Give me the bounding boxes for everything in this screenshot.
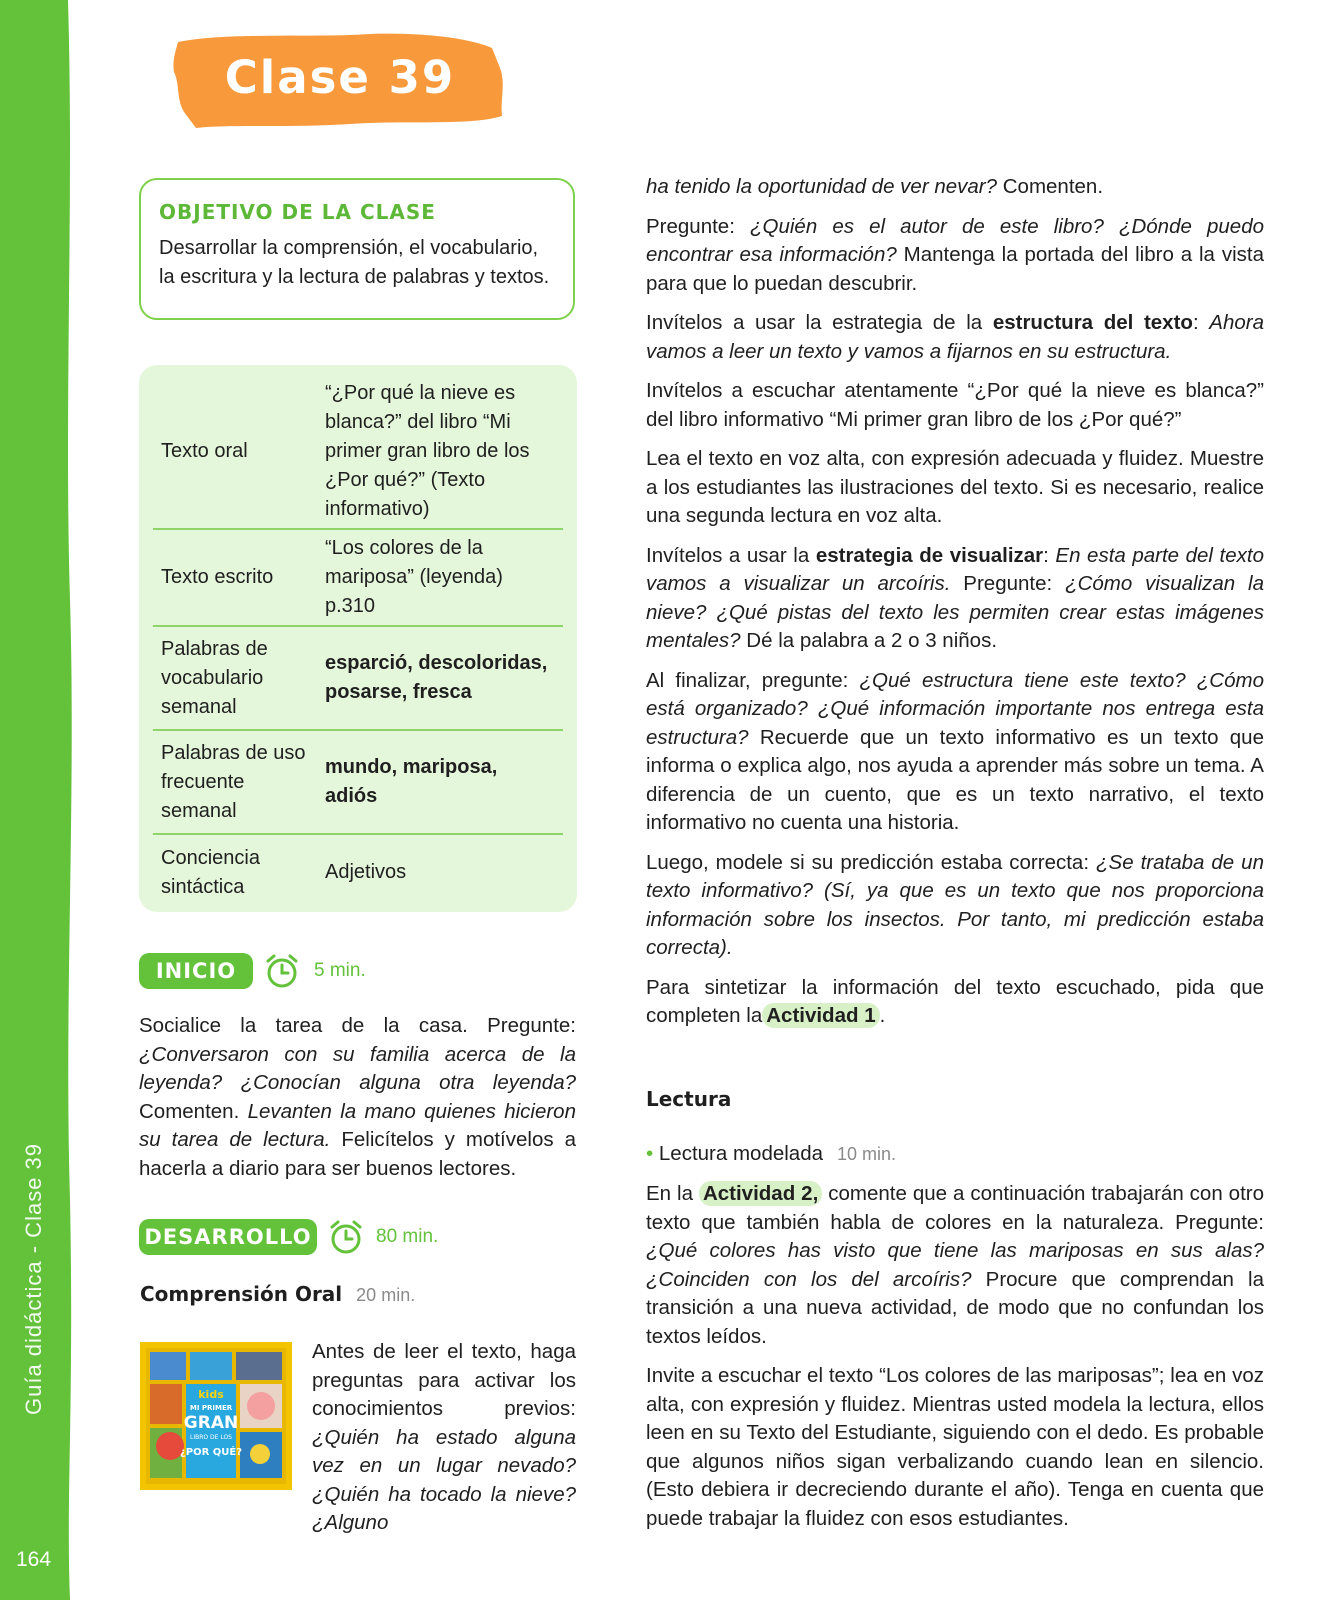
inicio-badge: INICIO — [139, 953, 253, 989]
text-span: En la — [646, 1182, 699, 1205]
text-span: comente que a continuación trabajarán con otro texto que también habla de colores en la naturaleza. Pregunte: — [646, 1182, 1265, 1234]
inicio-paragraph — [139, 1012, 576, 1194]
cover-mi-primer-text: MI PRIMER — [189, 1404, 233, 1412]
right-column-text — [646, 173, 1264, 1042]
inicio-duration: 5 min. — [314, 960, 366, 981]
text-span-italic: ¿Se trataba de un texto informativo? (Sí, ya que es un texto que nos proporciona información sobre los insectos. Por tanto, mi predicción estaba correcta). — [646, 850, 1264, 959]
cover-kids-text: kids — [198, 1388, 224, 1401]
paragraph — [646, 213, 1264, 299]
text-span: : — [1043, 543, 1056, 567]
text-span: . — [879, 1004, 886, 1027]
text-span-italic: ¿Cómo visualizan la nieve? ¿Qué pistas del texto les permiten crear estas imágenes mentales? — [646, 572, 1264, 652]
text-span-italic: Levanten la mano quienes hicieron su tarea de lectura. — [139, 1099, 576, 1151]
paragraph — [646, 309, 1264, 366]
desarrollo-badge: DESARROLLO — [139, 1219, 317, 1255]
activity-1-highlight: Actividad 1 — [762, 1003, 879, 1028]
lectura-text — [646, 1180, 1264, 1544]
comprension-heading — [140, 1282, 415, 1306]
row-value: “Los colores de la mariposa” (leyenda) p.310 — [317, 529, 563, 626]
paragraph — [646, 974, 1264, 1031]
page-number: 164 — [16, 1548, 52, 1571]
heading-text: Comprensión Oral — [140, 1282, 343, 1306]
text-span: Invítelos a usar la estrategia de la — [646, 311, 993, 334]
comprension-duration: 20 min. — [356, 1285, 416, 1305]
row-value: mundo, mariposa, adiós — [317, 730, 563, 834]
text-span-italic: ha tenido la oportunidad de ver nevar? — [646, 175, 998, 198]
paragraph — [646, 173, 1264, 202]
objective-box — [139, 178, 575, 320]
text-span: : — [1192, 311, 1210, 334]
text-span-bold: estructura del texto — [992, 311, 1193, 334]
table-row — [153, 834, 563, 910]
class-info-box — [139, 365, 577, 912]
cover-libro-text: LIBRO DE LOS — [189, 1434, 233, 1441]
row-value: esparció, descoloridas, posarse, fresca — [317, 626, 563, 730]
lectura-item-label: Lectura modelada — [658, 1142, 824, 1165]
book-cover-image — [140, 1342, 292, 1490]
text-span: Antes de leer el texto, haga preguntas para activar los conocimientos previos: — [312, 1340, 576, 1420]
row-value: Adjetivos — [317, 834, 563, 910]
text-span: Pregunte: — [646, 214, 750, 238]
text-span-italic: ¿Conversaron con su familia acerca de la leyenda? ¿Conocían alguna otra leyenda? — [139, 1042, 576, 1094]
row-value: “¿Por qué la nieve es blanca?” del libro “Mi primer gran libro de los ¿Por qué?” (Texto informativo) — [325, 382, 530, 520]
row-key: Texto oral — [161, 440, 248, 462]
objective-text: Desarrollar la comprensión, el vocabulario, la escritura y la lectura de palabras y textos. — [159, 237, 550, 288]
text-span: Recuerde que un texto informativo es un texto que informa o explica algo, nos ayuda a aprender más sobre un tema. A diferencia de un cuento, que es un texto narrativo, el texto informativo no cuenta una historia. — [646, 725, 1264, 834]
text-span: Al finalizar, pregunte: — [646, 668, 860, 692]
text-span: Mantenga la portada del libro a la vista para que lo puedan descubrir. — [646, 243, 1264, 295]
table-row — [153, 375, 563, 529]
text-span-bold: estrategia de visualizar — [815, 543, 1044, 567]
page-title: Clase 39 — [224, 51, 456, 104]
text-span-italic: ¿Quién es el autor de este libro? ¿Dónde puedo encontrar esa información? — [646, 214, 1264, 266]
lectura-heading: Lectura — [646, 1087, 732, 1111]
table-row — [153, 626, 563, 730]
activity-2-highlight: Actividad 2, — [699, 1181, 822, 1206]
text-span-italic: ¿Qué estructura tiene este texto? ¿Cómo está organizado? ¿Qué información importante nos entrega esta estructura? — [646, 668, 1264, 749]
sidebar-label: Guía didáctica - Clase 39 — [21, 1142, 46, 1415]
table-row — [153, 730, 563, 834]
alarm-clock-icon — [264, 952, 300, 990]
text-span: Invítelos a usar la — [646, 543, 816, 567]
lectura-duration: 10 min. — [837, 1144, 897, 1164]
text-span-italic: Ahora vamos a leer un texto y vamos a fijarnos en su estructura. — [646, 311, 1264, 363]
desarrollo-duration: 80 min. — [376, 1226, 439, 1247]
text-span: Felicítelos y motívelos a hacerla a diario para ser buenos lectores. — [139, 1128, 576, 1180]
bullet-icon: • — [646, 1142, 654, 1165]
text-span: Para sintetizar la información del texto escuchado, pida que completen la — [646, 975, 1264, 1027]
row-key: Texto escrito — [153, 529, 317, 626]
comprension-paragraph — [312, 1338, 576, 1549]
paragraph: Invítelos a escuchar atentamente “¿Por qué la nieve es blanca?” del libro informativo “Mi primer gran libro de los ¿Por qué?” — [646, 379, 1264, 431]
paragraph — [646, 849, 1264, 963]
text-span-italic: En esta parte del texto vamos a visualizar un arcoíris. — [646, 543, 1264, 595]
text-span-italic: ¿Qué colores has visto que tiene las mariposas en sus alas? ¿Coinciden con los del arcoíris? — [646, 1239, 1264, 1291]
cover-gran-text: GRAN — [183, 1413, 239, 1433]
paragraph — [646, 667, 1264, 838]
paragraph: Lea el texto en voz alta, con expresión adecuada y fluidez. Muestre a los estudiantes las ilustraciones del texto. Si es necesario, realice una segunda lectura en voz alta. — [646, 447, 1264, 527]
class-info-table — [153, 375, 563, 910]
text-span: Dé la palabra a 2 o 3 niños. — [740, 629, 998, 652]
class-title-banner — [170, 28, 510, 132]
paragraph: Invite a escuchar el texto “Los colores de las mariposas”; lea en voz alta, con expresión y fluidez. Mientras usted modela la lectura, ellos leen en su Texto del Estudiante, siguiendo con el dedo. Es probable que algunos niños sigan verbalizando cuando lean en silencio. (Esto debiera ir decreciendo durante el año). Tenga en cuenta que puede trabajar la fluidez con esos estudiantes. — [646, 1364, 1264, 1530]
text-span: Comenten. — [997, 175, 1104, 198]
row-key: Palabras de vocabulario semanal — [153, 626, 317, 730]
text-span: Luego, modele si su predicción estaba correcta: — [646, 850, 1097, 874]
text-span: Comenten. — [139, 1099, 248, 1123]
text-span: Procure que comprendan la transición a una nueva actividad, de modo que no confundan los textos leídos. — [646, 1267, 1264, 1348]
paragraph — [646, 542, 1264, 656]
alarm-clock-icon — [328, 1218, 364, 1256]
text-span: Socialice la tarea de la casa. Pregunte: — [139, 1014, 576, 1037]
table-row — [153, 529, 563, 626]
paragraph — [646, 1180, 1264, 1351]
text-span-italic: ¿Quién ha estado alguna vez en un lugar nevado? ¿Quién ha tocado la nieve? ¿Alguno — [312, 1425, 576, 1534]
cover-porque-text: ¿POR QUÉ? — [179, 1447, 243, 1458]
text-span: Pregunte: — [950, 572, 1066, 595]
row-key: Palabras de uso frecuente semanal — [153, 730, 317, 834]
lectura-modelada-item — [646, 1140, 1264, 1169]
row-key: Conciencia sintáctica — [153, 834, 317, 910]
objective-heading: OBJETIVO DE LA CLASE — [159, 200, 436, 224]
